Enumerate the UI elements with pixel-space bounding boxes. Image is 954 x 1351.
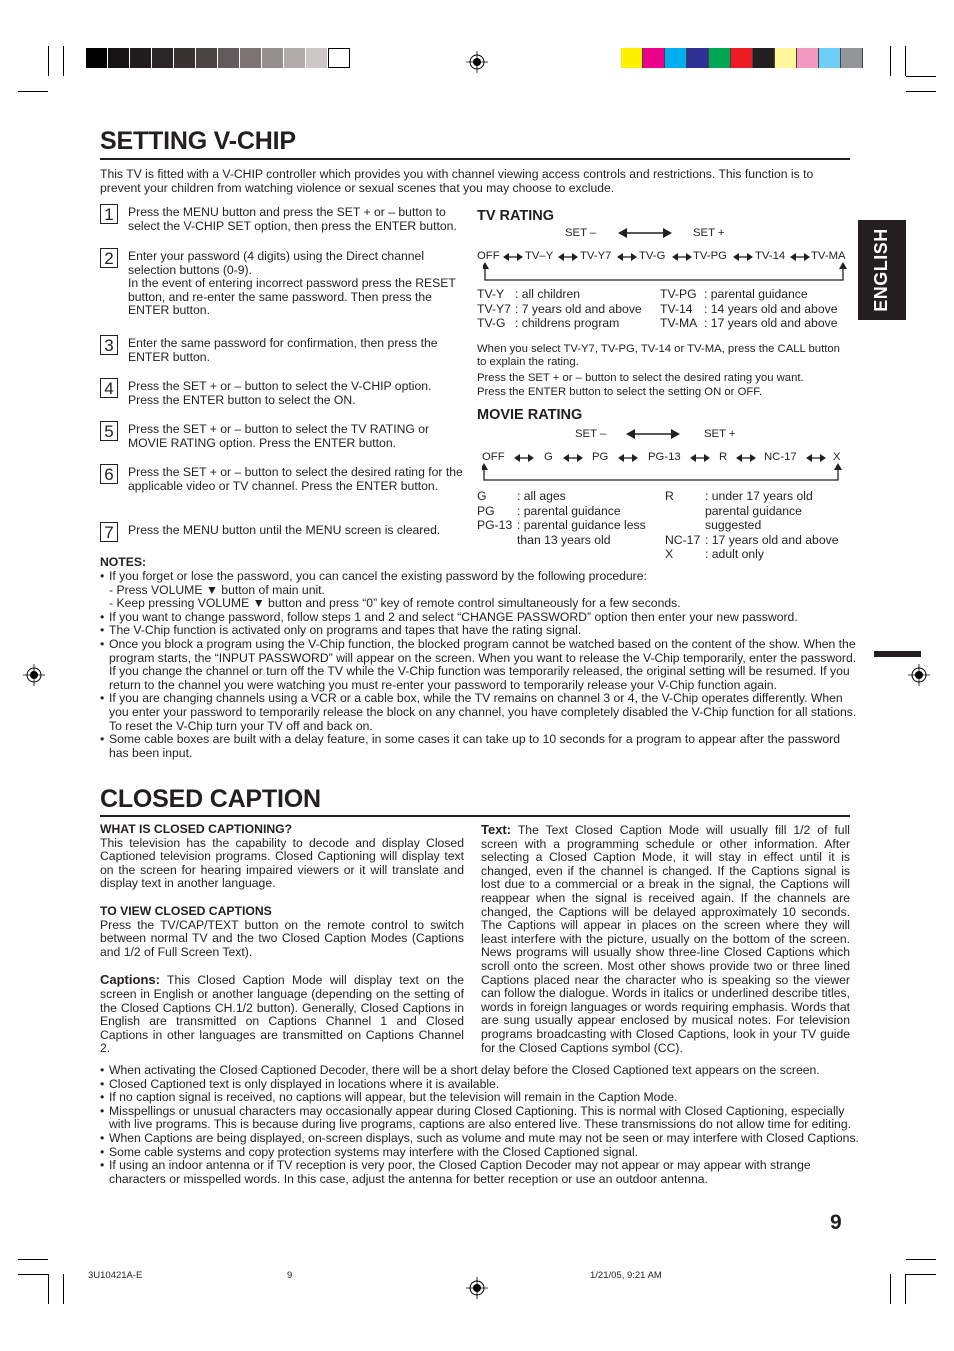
rating-description: : 17 years old and above [704, 316, 838, 330]
language-side-tab [858, 220, 906, 320]
step-number-badge: 7 [100, 522, 118, 542]
movie-set-plus-label: SET + [704, 428, 736, 440]
crop-mark [890, 1274, 891, 1304]
note-item: • If you want to change password, follow steps 1 and 2 and select “CHANGE PASSWORD” option then enter your new password. [100, 611, 860, 625]
step-line: Press the MENU button until the MENU screen is cleared. [128, 523, 441, 537]
rating-code: TV-Y7 [477, 301, 511, 316]
gray-swatch [306, 48, 328, 68]
cc-text-label: Text: [481, 822, 512, 837]
notes-heading: NOTES: [100, 555, 147, 569]
note-item: • If you forget or lose the password, you can cancel the existing password by the following procedure: [100, 570, 860, 584]
rating-code: X [665, 547, 674, 561]
color-swatch [621, 48, 643, 68]
registration-mark-icon [466, 1277, 488, 1299]
step-number-badge: 3 [100, 335, 118, 355]
cc-captions-paragraph [100, 973, 464, 1056]
note-item: - Press VOLUME ▼ button of main unit. [109, 582, 325, 597]
double-arrow-icon [514, 453, 534, 463]
rating-definition-row [665, 547, 839, 562]
double-arrow-icon [618, 453, 638, 463]
color-calibration-bar [621, 48, 863, 68]
rating-chain-item: TV-G [639, 250, 666, 262]
rating-description: : adult only [705, 547, 764, 561]
vchip-intro: This TV is fitted with a V-CHIP controller which provides you with channel viewing access controls and restrictions. This function is to prevent your children from watching violence or sexual scenes that you may choose to exclude. [100, 167, 814, 195]
color-swatch [687, 48, 709, 68]
rating-definition-row [477, 504, 651, 519]
double-arrow-icon [733, 252, 753, 262]
step-line: Enter the same password for confirmation, then press the ENTER button. [128, 336, 438, 364]
crop-mark [905, 46, 906, 76]
gray-swatch [262, 48, 284, 68]
rating-definition-row [477, 489, 651, 504]
rating-code: PG [477, 503, 495, 518]
rating-definition-row [477, 316, 642, 331]
rating-chain-item: G [544, 451, 553, 463]
rating-chain-item: X [833, 451, 841, 463]
rating-description: : parental guidance less than 13 years old [517, 518, 646, 547]
tv-set-minus-label: SET – [565, 227, 597, 239]
rating-chain-item: TV–Y [525, 250, 554, 262]
cc-left-column [100, 823, 464, 1056]
gray-swatch [240, 48, 262, 68]
cc-text-paragraph [481, 823, 850, 1055]
footer-doc-code: 3U10421A-E [88, 1270, 143, 1281]
color-swatch [643, 48, 665, 68]
registration-mark-icon [466, 51, 488, 73]
thumb-index-bar [874, 651, 921, 657]
crop-mark [890, 46, 891, 76]
double-arrow-icon [672, 252, 692, 262]
rating-chain-item: NC-17 [764, 451, 797, 463]
step-number-badge: 4 [100, 378, 118, 398]
note-item: • If you are changing channels using a VCR or a cable box, while the TV remains on channel 3 or 4, the V-Chip operates differently. When you enter your password to temporarily release the block on any channel, you have completely disabled the V-Chip function for all stations. To reset the V-Chip turn your TV off and back on. [100, 692, 860, 733]
step-text [128, 380, 464, 407]
note-item: • Some cable boxes are built with a delay feature, in some cases it can take up to 10 seconds for a program to appear after the password has been input. [100, 733, 860, 760]
rating-chain-item: TV-PG [693, 250, 727, 262]
rating-description: : childrens program [515, 316, 620, 330]
rating-description: : 7 years old and above [515, 301, 642, 316]
rating-description: : 17 years old and above [705, 532, 839, 547]
note-item: • Once you block a program using the V-Chip function, the blocked program cannot be watched based on the content of the show. When the program starts, the “INPUT PASSWORD” will appear on the screen. When you want to release the V-Chip temporarily, enter the password. [100, 638, 860, 665]
rating-chain-item: OFF [477, 250, 500, 262]
step-line: Enter your password (4 digits) using the Direct channel selection buttons (0-9). [128, 249, 425, 277]
color-swatch [841, 48, 863, 68]
crop-mark [906, 76, 936, 77]
rating-code: TV-14 [660, 301, 693, 316]
step-text [128, 466, 464, 493]
color-swatch [775, 48, 797, 68]
rating-definition-row [665, 489, 839, 533]
crop-mark [18, 91, 48, 92]
movie-rating-heading: MOVIE RATING [477, 407, 583, 423]
color-swatch [797, 48, 819, 68]
registration-mark-icon [908, 664, 930, 686]
crop-mark [48, 1274, 49, 1304]
tv-rating-heading: TV RATING [477, 208, 555, 224]
rating-code: TV-G [477, 316, 506, 330]
cc-what-heading: WHAT IS CLOSED CAPTIONING? [100, 822, 293, 836]
rating-definition-row [477, 518, 651, 547]
gray-swatch [108, 48, 130, 68]
tv-set-plus-label: SET + [693, 227, 725, 239]
rating-definition-row [660, 287, 837, 302]
rating-chain-item: R [719, 451, 728, 463]
crop-mark [63, 1274, 64, 1304]
gray-swatch [218, 48, 240, 68]
step-line: Press the SET + or – button to select the V-CHIP option. Press the ENTER button to select the ON. [128, 379, 432, 407]
color-swatch [753, 48, 775, 68]
step-number-badge: 2 [100, 248, 118, 268]
gray-swatch [328, 48, 350, 68]
crop-mark [906, 91, 936, 92]
tv-rating-note-set: Press the SET + or – button to select the desired rating you want. [477, 372, 804, 384]
gray-swatch [196, 48, 218, 68]
rating-code: TV-Y [477, 287, 505, 301]
rating-chain-item: PG [592, 451, 609, 463]
note-item: If you change the channel or turn off the TV while the V-Chip function was temporarily released, the original setting will be resumed. If you return to the channel you were watching you must re-enter your password to temporarily release your V-Chip function again. [109, 664, 850, 692]
rating-chain-item: TV-14 [755, 250, 786, 262]
cc-bullet-item: • When Captions are being displayed, on-screen displays, such as volume and mute may not be seen or may interfere with Closed Captions. [100, 1132, 860, 1146]
cc-what-text: This television has the capability to decode and display Closed Captioned television programs. Closed Captioning will display text on the screen for hearing impaired viewers or it will translate and display text in another language. [100, 835, 464, 891]
gray-swatch [86, 48, 108, 68]
vchip-notes-list [100, 570, 860, 760]
footer-date: 1/21/05, 9:21 AM [590, 1270, 662, 1281]
tv-rating-definitions-right [660, 287, 837, 331]
step-line: Press the SET + or – button to select the TV RATING or MOVIE RATING option. Press the ENTER button. [128, 422, 430, 450]
rating-code: TV-MA [660, 316, 698, 330]
rating-definition-row [665, 533, 839, 548]
crop-mark [18, 1259, 48, 1260]
tv-chain-loop-line [483, 262, 847, 286]
rating-definition-row [660, 302, 837, 317]
crop-mark [906, 1259, 936, 1260]
tv-rating-definitions-left [477, 287, 642, 331]
crop-mark [905, 1274, 906, 1304]
cc-bullet-item: • Some cable systems and copy protection systems may interfere with the Closed Captioned signal. [100, 1146, 860, 1160]
cc-right-column [481, 823, 850, 1055]
cc-title-rule [100, 815, 850, 817]
color-swatch [731, 48, 753, 68]
rating-description: : under 17 years old parental guidance suggested [705, 489, 813, 532]
double-arrow-icon [617, 252, 637, 262]
page-number: 9 [830, 1211, 842, 1234]
movie-set-double-arrow-icon [626, 427, 680, 441]
step-text [128, 524, 464, 538]
double-arrow-icon [790, 252, 810, 262]
gray-swatch [284, 48, 306, 68]
step-number-badge: 5 [100, 421, 118, 441]
rating-code: PG-13 [477, 518, 513, 532]
note-item: - Keep pressing VOLUME ▼ button and press “0” key of remote control simultaneously for a few seconds. [109, 596, 681, 611]
rating-code: G [477, 489, 487, 503]
crop-mark [63, 46, 64, 76]
step-text [128, 337, 464, 364]
gray-swatch [152, 48, 174, 68]
cc-bullet-list [100, 1064, 860, 1186]
rating-code: NC-17 [665, 532, 701, 547]
step-number-badge: 6 [100, 464, 118, 484]
rating-chain-item: OFF [482, 451, 505, 463]
step-line: Press the MENU button and press the SET + or – button to select the V-CHIP SET option, then press the ENTER button. [128, 205, 457, 233]
tv-rating-note-enter: Press the ENTER button to select the setting ON or OFF. [477, 386, 763, 398]
rating-code: TV-PG [660, 287, 697, 301]
movie-set-minus-label: SET – [575, 428, 607, 440]
cc-bullet-item: • If using an indoor antenna or if TV reception is very poor, the Closed Caption Decoder may not appear or may appear with strange characters or misspelled words. In this case, adjust the antenna for better reception or use an outdoor antenna. [100, 1159, 860, 1186]
gray-calibration-bar [86, 48, 350, 68]
rating-code: R [665, 489, 674, 503]
rating-description: : parental guidance [517, 503, 621, 518]
cc-captions-text: This Closed Caption Mode will display text on the screen in English or another language (depending on the setting of the Closed Captions CH.1/2 button). Generally, Closed Captions in English are transmitted on Captions Channel 1 and Closed Captions in other languages are transmitted on Captions Channel 2. [100, 973, 464, 1056]
step-text [128, 250, 464, 318]
cc-text-text: The Text Closed Caption Mode will usually fill 1/2 of full screen with a programming schedule or other information. After selecting a Closed Caption Mode, it will stay in effect until it is changed, even if the channel is changed. If the Captions signal is lost due to a commercial or a break in the signal, the Captions will reappear when the signal is received again. If the channels are changed, the Captions will be delayed approximately 10 seconds. The Captions will appear in places on the screen where they will least interfere with the picture, usually on the bottom of the screen. News programs will usually show three-line Closed Captions which scroll onto the screen. Most other shows provide two or three lined Captions placed near the character who is speaking so the viewer can follow the dialogue. Words in italics or underlined describe titles, words in foreign languages or words requiring emphasis. Words that are sung usually appear enclosed by musical notes. For television programs broadcasting with Closed Captions, look in your TV guide for the Closed Captions symbol (CC). [481, 823, 850, 1055]
color-swatch [665, 48, 687, 68]
color-swatch [709, 48, 731, 68]
movie-rating-definitions-right [665, 489, 839, 562]
crop-mark [18, 1274, 48, 1275]
step-number-badge: 1 [100, 204, 118, 224]
cc-title: CLOSED CAPTION [100, 785, 321, 813]
double-arrow-icon [563, 453, 583, 463]
cc-bullet-item: • Closed Captioned text is only displayed in locations where it is available. [100, 1078, 860, 1092]
cc-bullet-item: • When activating the Closed Captioned Decoder, there will be a short delay before the Closed Captioned text appears on the screen. [100, 1064, 860, 1078]
step-text [128, 206, 464, 233]
rating-definition-row [477, 287, 642, 302]
rating-description: : parental guidance [704, 287, 808, 301]
rating-chain-item: PG-13 [648, 451, 681, 463]
step-line: Press the SET + or – button to select the desired rating for the applicable video or TV channel. Press the ENTER button. [128, 465, 463, 493]
step-line: In the event of entering incorrect password press the RESET button, and re-enter the same password. Then press the ENTER button. [128, 276, 456, 318]
rating-description: : 14 years old and above [704, 301, 838, 316]
crop-mark [906, 1274, 936, 1275]
rating-chain-item: TV-Y7 [580, 250, 612, 262]
step-text [128, 423, 464, 450]
rating-definition-row [477, 302, 642, 317]
vchip-title-rule [100, 158, 850, 160]
side-tab-label: ENGLISH [871, 228, 892, 312]
cc-bullet-item: • Misspellings or unusual characters may occasionally appear during Closed Captioning. This is normal with Closed Captioning, especially with live programs. This is because during live programs, captions are also entered live. These transmissions do not allow time for editing. [100, 1105, 860, 1132]
crop-mark [48, 46, 49, 76]
double-arrow-icon [503, 252, 523, 262]
movie-chain-loop-line [482, 463, 842, 485]
double-arrow-icon [558, 252, 578, 262]
footer-page: 9 [287, 1270, 293, 1281]
tv-set-double-arrow-icon [618, 226, 672, 240]
registration-mark-icon [23, 664, 45, 686]
movie-rating-definitions-left [477, 489, 651, 547]
cc-view-text: Press the TV/CAP/TEXT button on the remote control to switch between normal TV and the two Closed Caption Modes (Captions and 1/2 of Full Screen Text). [100, 917, 464, 959]
double-arrow-icon [690, 453, 710, 463]
note-item: • The V-Chip function is activated only on programs and tapes that have the rating signal. [100, 624, 860, 638]
rating-description: : all children [515, 287, 581, 301]
rating-definition-row [660, 316, 837, 331]
double-arrow-icon [806, 453, 826, 463]
cc-bullet-item: • If no caption signal is received, no captions will appear, but the television will remain in the Caption Mode. [100, 1091, 860, 1105]
gray-swatch [130, 48, 152, 68]
cc-captions-label: Captions: [100, 972, 160, 988]
double-arrow-icon [736, 453, 756, 463]
cc-view-heading: TO VIEW CLOSED CAPTIONS [100, 903, 272, 918]
color-swatch [819, 48, 841, 68]
vchip-title: SETTING V-CHIP [100, 127, 296, 155]
tv-rating-note-call: When you select TV-Y7, TV-PG, TV-14 or TV-MA, press the CALL button to explain the rating. [477, 343, 840, 368]
rating-chain-item: TV-MA [811, 250, 846, 262]
rating-description: : all ages [517, 489, 566, 503]
gray-swatch [174, 48, 196, 68]
